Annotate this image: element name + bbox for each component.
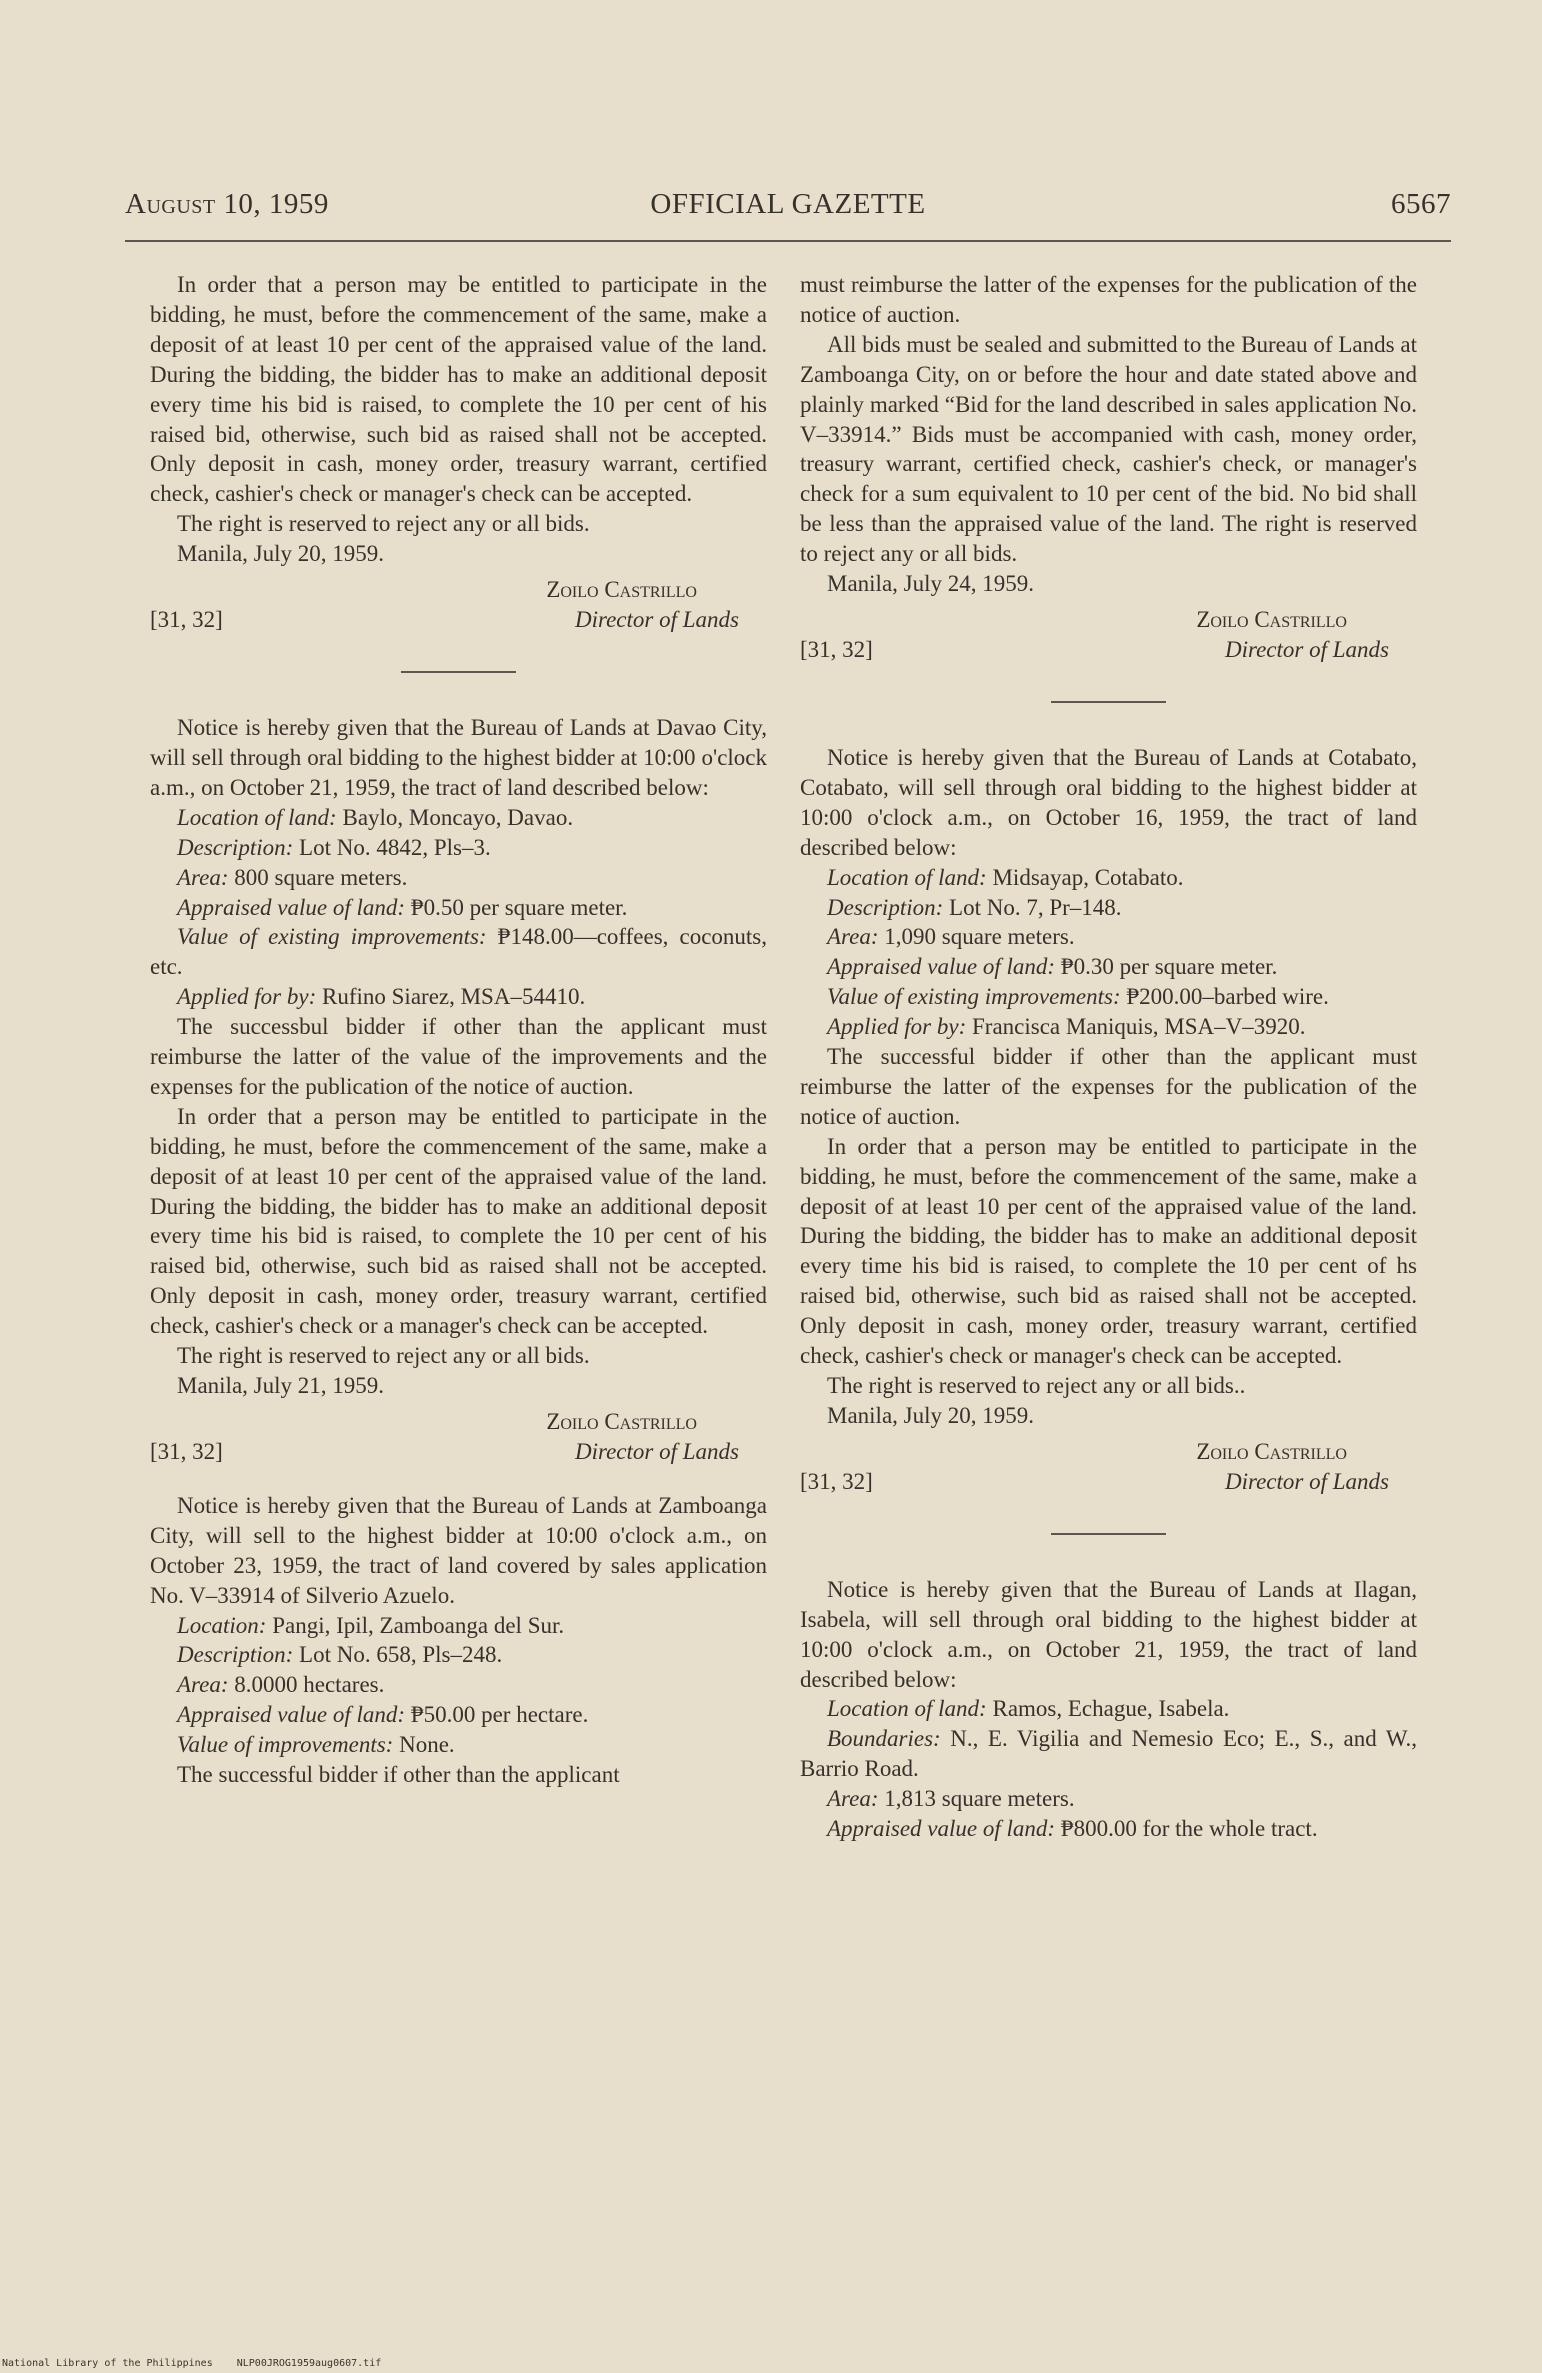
notice-intro: Notice is hereby given that the Bureau of Lands at Zamboanga City, will sell to the highest bidder at 10:00 o'clock a.m., on October 23, 1959, the tract of land covered by sales application No. V–33914 of Silverio Azuelo. [150, 1492, 767, 1608]
field-value: Rufino Siarez, MSA–54410. [316, 984, 586, 1010]
land-boundaries [800, 1724, 1417, 1784]
field-value: 1,090 square meters. [878, 924, 1075, 950]
field-value: 1,813 square meters. [878, 1786, 1075, 1812]
applicant [150, 982, 767, 1012]
land-location [800, 1694, 1417, 1724]
issue-reference: [31, 32] [800, 636, 873, 662]
appraised-value [800, 1814, 1417, 1844]
improvements-value [800, 982, 1417, 1012]
page-header [125, 188, 1451, 232]
signature-block [800, 1437, 1417, 1499]
field-label: Applied for by: [827, 1014, 967, 1040]
section-divider [1051, 1533, 1166, 1535]
improvements-value [150, 922, 767, 982]
scan-footer [2, 2358, 399, 2369]
field-value: ₱50.00 per hectare. [405, 1702, 589, 1728]
right-column [800, 270, 1417, 1844]
field-value: Pangi, Ipil, Zamboanga del Sur. [266, 1612, 565, 1638]
field-label: Area: [177, 1672, 229, 1698]
header-rule [125, 240, 1451, 242]
land-location [800, 863, 1417, 893]
field-value: Francisca Maniquis, MSA–V–3920. [966, 1014, 1306, 1040]
signatory-name: Zoilo Castrillo [546, 1408, 697, 1434]
left-column [150, 270, 767, 1790]
field-label: Area: [177, 864, 229, 890]
notice-intro: Notice is hereby given that the Bureau of Lands at Ilagan, Isabela, will sell through oral bidding to the highest bidder at 10:00 o'clock a.m., on October 21, 1959, the tract of land described below: [800, 1576, 1417, 1692]
field-label: Applied for by: [177, 984, 317, 1010]
appraised-value [150, 1700, 767, 1730]
land-description [800, 893, 1417, 923]
field-label: Location: [177, 1612, 267, 1638]
field-label: Appraised value of land: [177, 894, 406, 920]
field-label: Value of existing improvements: [177, 924, 487, 950]
field-value: 8.0000 hectares. [228, 1672, 385, 1698]
signature-block [150, 1407, 767, 1469]
field-label: Value of existing improvements: [827, 984, 1121, 1010]
land-area [150, 1670, 767, 1700]
paragraph: The successbul bidder if other than the applicant must reimburse the latter of the value of the improvements and the expenses for the publication of the notice of auction. [150, 1014, 767, 1099]
paragraph: The successful bidder if other than the applicant [177, 1762, 620, 1788]
appraised-value [800, 952, 1417, 982]
paragraph: The right is reserved to reject any or all bids. [177, 1343, 590, 1369]
field-value: N., E. Vigilia and Nemesio Eco; E., S., and W., Barrio Road. [800, 1726, 1417, 1782]
header-title: OFFICIAL GAZETTE [650, 188, 926, 220]
field-value: Lot No. 4842, Pls–3. [293, 834, 491, 860]
field-label: Appraised value of land: [827, 954, 1056, 980]
paragraph: The right is reserved to reject any or all bids. [177, 511, 590, 537]
field-value: ₱148.00—coffees, coconuts, etc. [150, 924, 768, 980]
land-description [150, 1640, 767, 1670]
place-date: Manila, July 20, 1959. [827, 1402, 1034, 1428]
header-date: August 10, 1959 [125, 188, 329, 220]
land-area [800, 922, 1417, 952]
field-label: Location of land: [827, 864, 987, 890]
land-location [150, 803, 767, 833]
place-date: Manila, July 20, 1959. [177, 541, 384, 567]
field-label: Description: [177, 1642, 294, 1668]
paragraph: In order that a person may be entitled to participate in the bidding, he must, before the commencement of the same, make a deposit of at least 10 per cent of the appraised value of the land. During the bidding, the bidder has to make an additional deposit every time his bid is raised, to complete the 10 per cent of hs raised bid, otherwise, such bid as raised shall not be accepted. Only deposit in cash, money order, treasury warrant, certified check, cashier's check or manager's check can be accepted. [800, 1133, 1417, 1369]
land-area [150, 863, 767, 893]
land-location [150, 1611, 767, 1641]
signatory-name: Zoilo Castrillo [546, 577, 697, 603]
signatory-title: Director of Lands [1225, 636, 1389, 662]
place-date: Manila, July 24, 1959. [827, 571, 1034, 597]
signatory-title: Director of Lands [1225, 1468, 1389, 1494]
signatory-name: Zoilo Castrillo [1196, 1438, 1347, 1464]
field-label: Location of land: [827, 1696, 987, 1722]
field-label: Value of improvements: [177, 1732, 394, 1758]
paragraph: In order that a person may be entitled to participate in the bidding, he must, before the commencement of the same, make a deposit of at least 10 per cent of the appraised value of the land. During the bidding, the bidder has to make an additional deposit every time his bid is raised, to complete the 10 per cent of his raised bid, otherwise, such bid as raised shall not be accepted. Only deposit in cash, money order, treasury warrant, certified check, cashier's check or a manager's check can be accepted. [150, 1103, 767, 1339]
appraised-value [150, 893, 767, 923]
field-value: Baylo, Moncayo, Davao. [336, 804, 574, 830]
field-value: Lot No. 658, Pls–248. [293, 1642, 503, 1668]
signatory-name: Zoilo Castrillo [1196, 606, 1347, 632]
signatory-title: Director of Lands [575, 607, 739, 633]
field-label: Boundaries: [827, 1726, 941, 1752]
field-label: Area: [827, 1786, 879, 1812]
field-value: Ramos, Echague, Isabela. [986, 1696, 1230, 1722]
notice-intro: Notice is hereby given that the Bureau of Lands at Davao City, will sell through oral bidding to the highest bidder at 10:00 o'clock a.m., on October 21, 1959, the tract of land described below: [150, 715, 767, 800]
signatory-title: Director of Lands [575, 1438, 739, 1464]
land-area [800, 1784, 1417, 1814]
paragraph: All bids must be sealed and submitted to the Bureau of Lands at Zamboanga City, on or before the hour and date stated above and plainly marked “Bid for the land described in sales application No. V–33914.” Bids must be accompanied with cash, money order, treasury warrant, certified check, cashier's check, or manager's check for a sum equivalent to 10 per cent of the bid. No bid shall be less than the appraised value of the land. The right is reserved to reject any or all bids. [800, 331, 1417, 567]
field-value: Midsayap, Cotabato. [986, 864, 1184, 890]
paragraph: In order that a person may be entitled to participate in the bidding, he must, before the commencement of the same, make a deposit of at least 10 per cent of the appraised value of the land. During the bidding, the bidder has to make an additional deposit every time his bid is raised, to complete the 10 per cent of his raised bid, otherwise, such bid as raised shall not be accepted. Only deposit in cash, money order, treasury warrant, certified check, cashier's check or manager's check can be accepted. [150, 272, 767, 507]
field-value: ₱0.50 per square meter. [405, 894, 628, 920]
paragraph: The right is reserved to reject any or all bids.. [827, 1373, 1246, 1398]
field-value: ₱200.00–barbed wire. [1120, 984, 1329, 1010]
place-date: Manila, July 21, 1959. [177, 1373, 384, 1398]
signature-block [800, 605, 1417, 667]
improvements-value [150, 1730, 767, 1760]
issue-reference: [31, 32] [800, 1468, 873, 1494]
field-value: 800 square meters. [228, 864, 408, 890]
scan-filename: NLP00JROG1959aug0607.tif [236, 2358, 382, 2369]
section-divider [401, 671, 516, 673]
field-label: Description: [177, 834, 294, 860]
field-label: Location of land: [177, 804, 337, 830]
field-value: Lot No. 7, Pr–148. [943, 894, 1122, 920]
field-value: ₱0.30 per square meter. [1055, 954, 1278, 980]
notice-intro: Notice is hereby given that the Bureau of Lands at Cotabato, Cotabato, will sell through oral bidding to the highest bidder at 10:00 o'clock a.m., on October 16, 1959, the tract of land described below: [800, 744, 1417, 860]
header-page-number: 6567 [1391, 188, 1451, 220]
library-credit: National Library of the Philippines [2, 2358, 213, 2369]
land-description [150, 833, 767, 863]
issue-reference: [31, 32] [150, 607, 223, 633]
issue-reference: [31, 32] [150, 1438, 223, 1464]
field-label: Appraised value of land: [177, 1702, 406, 1728]
applicant [800, 1012, 1417, 1042]
paragraph: must reimburse the latter of the expenses for the publication of the notice of auction. [800, 272, 1417, 327]
field-label: Area: [827, 924, 879, 950]
paragraph: The successful bidder if other than the applicant must reimburse the latter of the expenses for the publication of the notice of auction. [800, 1044, 1417, 1129]
field-value: ₱800.00 for the whole tract. [1055, 1816, 1318, 1842]
field-label: Appraised value of land: [827, 1816, 1056, 1842]
signature-block [150, 575, 767, 637]
field-label: Description: [827, 894, 944, 920]
section-divider [1051, 701, 1166, 703]
field-value: None. [393, 1732, 455, 1758]
